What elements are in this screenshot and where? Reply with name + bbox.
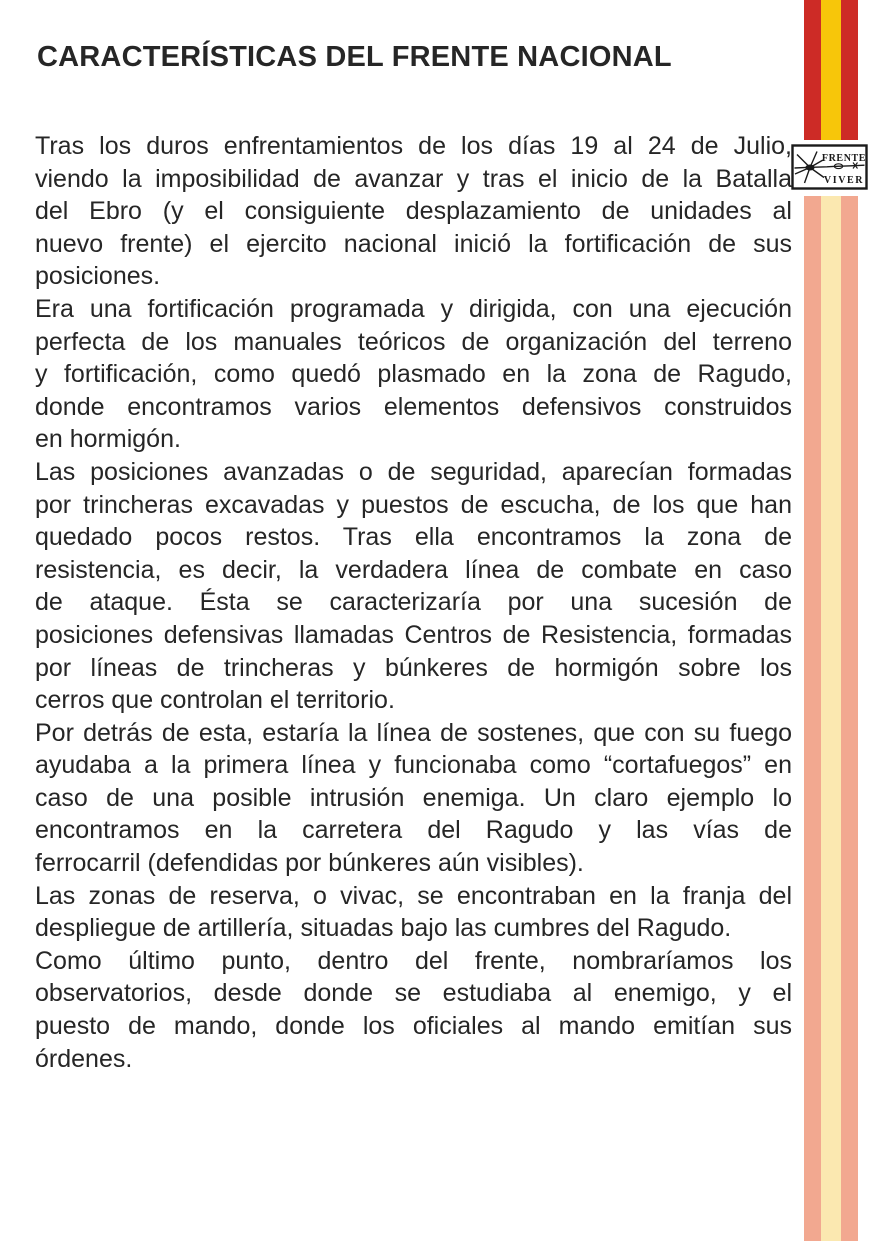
flag-stripe-top <box>804 0 858 140</box>
paragraph <box>35 717 792 880</box>
faded-red-band <box>841 196 858 1241</box>
body-line: y fortificación, como quedó plasmado en la zona de Ragudo, <box>35 360 792 389</box>
body-line: resistencia, es decir, la verdadera línea de combate en caso <box>35 555 792 584</box>
page-title: CARACTERÍSTICAS DEL FRENTE NACIONAL <box>37 41 672 74</box>
paragraph <box>35 456 792 717</box>
body-line: ferrocarril (defendidas por búnkeres aún visibles). <box>35 849 584 878</box>
paragraph <box>35 880 792 945</box>
body-line: observatorios, desde donde se estudiaba al enemigo, y el <box>35 979 792 1008</box>
body-line: viendo la imposibilidad de avanzar y tras el inicio de la Batalla <box>35 164 792 193</box>
body-line: por trincheras excavadas y puestos de escucha, de los que han <box>35 490 792 519</box>
faded-red-band <box>804 196 821 1241</box>
paragraph <box>35 945 792 1075</box>
body-line: de ataque. Ésta se caracterizaría por una sucesión de <box>35 588 792 617</box>
body-line: Las zonas de reserva, o vivac, se encontraban en la franja del <box>35 881 792 910</box>
frente-viver-logo <box>791 144 868 190</box>
paragraph <box>35 293 792 456</box>
body-line: nuevo frente) el ejercito nacional inició la fortificación de sus <box>35 229 792 258</box>
flag-red-band <box>841 0 858 140</box>
barbed-wire-icon <box>791 144 868 190</box>
body-text <box>35 130 792 1075</box>
body-line: caso de una posible intrusión enemiga. Un claro ejemplo lo <box>35 783 792 812</box>
body-line: ayudaba a la primera línea y funcionaba como “cortafuegos” en <box>35 751 792 780</box>
body-line: posiciones. <box>35 262 161 291</box>
flag-red-band <box>804 0 821 140</box>
body-line: órdenes. <box>35 1044 133 1073</box>
body-line: despliegue de artillería, situadas bajo las cumbres del Ragudo. <box>35 914 732 943</box>
body-line: Era una fortificación programada y dirigida, con una ejecución <box>35 294 792 323</box>
paragraph <box>35 130 792 293</box>
body-line: Las posiciones avanzadas o de seguridad, aparecían formadas <box>35 457 792 486</box>
body-line: encontramos en la carretera del Ragudo y las vías de <box>35 816 792 845</box>
faded-yellow-band <box>821 196 841 1241</box>
flag-stripe-bottom-faded <box>804 196 858 1241</box>
body-line: por líneas de trincheras y búnkeres de hormigón sobre los <box>35 653 792 682</box>
body-line: Tras los duros enfrentamientos de los días 19 al 24 de Julio, <box>35 132 792 160</box>
logo-text-viver: VIVER <box>823 175 865 186</box>
body-line: cerros que controlan el territorio. <box>35 686 395 715</box>
body-line: Por detrás de esta, estaría la línea de sostenes, que con su fuego <box>35 718 792 747</box>
body-line: Como último punto, dentro del frente, nombraríamos los <box>35 946 792 975</box>
body-line: en hormigón. <box>35 425 181 454</box>
body-line: donde encontramos varios elementos defensivos construidos <box>35 392 792 421</box>
body-line: perfecta de los manuales teóricos de organización del terreno <box>35 327 792 356</box>
flag-yellow-band <box>821 0 841 140</box>
body-line: del Ebro (y el consiguiente desplazamiento de unidades al <box>35 197 792 226</box>
body-line: quedado pocos restos. Tras ella encontramos la zona de <box>35 523 792 552</box>
body-line: puesto de mando, donde los oficiales al mando emitían sus <box>35 1012 792 1041</box>
logo-text-frente: FRENTE <box>821 153 867 164</box>
body-line: posiciones defensivas llamadas Centros de Resistencia, formadas <box>35 620 792 649</box>
